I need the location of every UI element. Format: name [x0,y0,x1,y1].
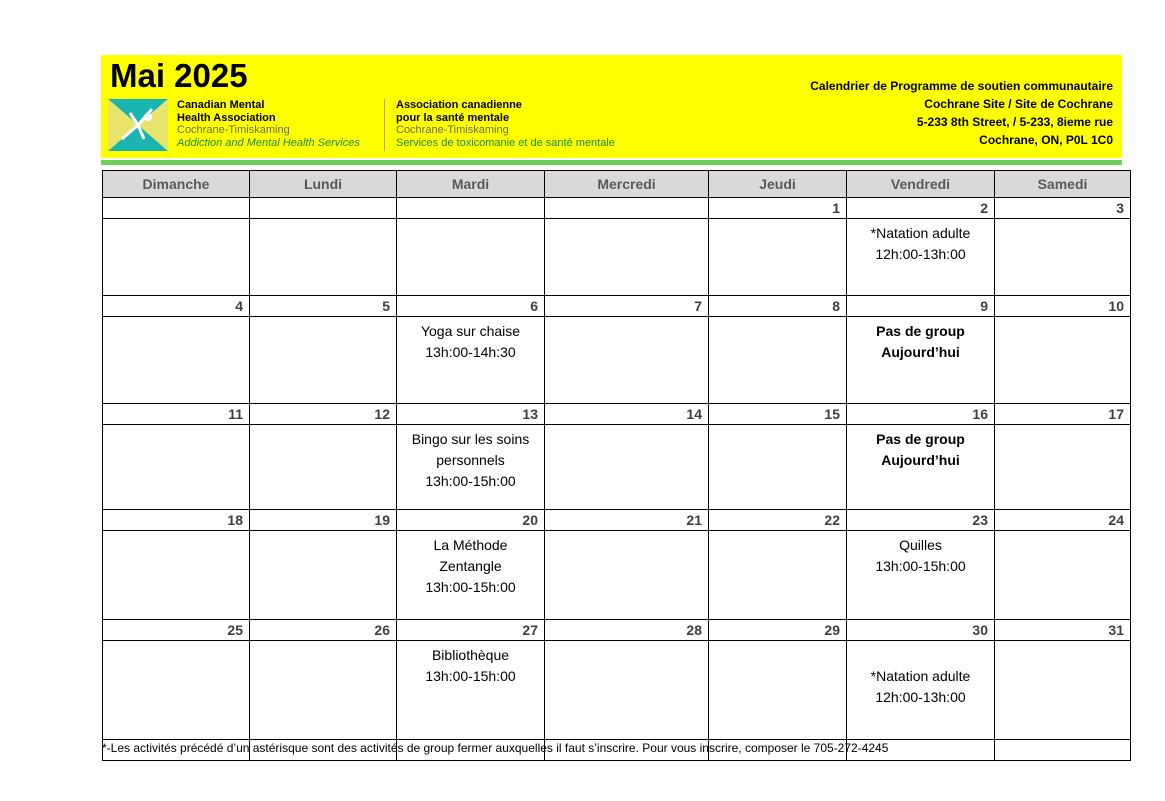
date-number: 9 [847,296,995,317]
event-cell [397,425,545,510]
date-number: 21 [545,510,709,531]
event-cell [103,531,250,620]
date-number: 27 [397,620,545,641]
event-cell [397,531,545,620]
date-number: 30 [847,620,995,641]
date-number: 31 [995,620,1131,641]
event-text: *Natation adulte 12h:00-13h:00 [870,668,971,705]
date-number: 2 [847,198,995,219]
weekday-header-row [103,171,1131,198]
event-cell [250,531,397,620]
footnote: *-Les activités précédé d’un astérisque sont des activités de group fermer auxquelles il faut s’inscrire. Pour vous inscrire, composer le 705-272-4245 [102,741,889,755]
calendar-grid [102,170,1131,761]
date-number: 7 [545,296,709,317]
event-cell [103,219,250,296]
date-number: 25 [103,620,250,641]
weekday-header: Mardi [397,171,545,198]
event-cell [397,641,545,740]
event-cell [545,317,709,404]
event-cell [995,531,1131,620]
weekday-header: Vendredi [847,171,995,198]
date-number: 10 [995,296,1131,317]
date-number [397,198,545,219]
date-number: 6 [397,296,545,317]
date-number [545,198,709,219]
date-number: 18 [103,510,250,531]
event-cell [103,425,250,510]
org-divider [384,99,385,151]
date-number: 28 [545,620,709,641]
event-cell [709,219,847,296]
date-number: 16 [847,404,995,425]
event-cell [847,425,995,510]
date-number: 5 [250,296,397,317]
event-row [103,219,1131,296]
event-row [103,531,1131,620]
site-address: Calendrier de Programme de soutien communautaire Cochrane Site / Site de Cochrane 5-233 8th Street, / 5-233, 8ieme rue Cochrane, ON, P0L 1C0 [810,79,1113,147]
date-number-row [103,510,1131,531]
event-cell [709,641,847,740]
date-number: 24 [995,510,1131,531]
date-number-row [103,620,1131,641]
event-cell [847,531,995,620]
date-number [103,198,250,219]
date-number: 3 [995,198,1131,219]
event-cell [397,317,545,404]
event-cell [709,317,847,404]
date-number-row [103,404,1131,425]
event-text: *Natation adulte 12h:00-13h:00 [870,225,971,262]
cmha-logo-icon [108,99,168,156]
event-cell [250,425,397,510]
org-name-english: Canadian Mental Health Association Cochrane-Timiskaming Addiction and Mental Health Services [177,99,360,149]
date-number: 11 [103,404,250,425]
weekday-header: Samedi [995,171,1131,198]
event-text: Pas de group Aujourd’hui [876,431,965,468]
event-cell [995,219,1131,296]
header-divider-bar [101,160,1122,165]
event-cell [995,425,1131,510]
event-cell [545,219,709,296]
date-number-row [103,198,1131,219]
event-text: Pas de group Aujourd’hui [876,323,965,360]
weekday-header: Mercredi [545,171,709,198]
date-number: 8 [709,296,847,317]
event-text: Bibliothèque 13h:00-15h:00 [425,647,516,684]
date-number: 4 [103,296,250,317]
date-number: 26 [250,620,397,641]
weekday-header: Lundi [250,171,397,198]
date-number: 20 [397,510,545,531]
empty-cell [995,740,1131,761]
date-number-row [103,296,1131,317]
date-number: 17 [995,404,1131,425]
event-cell [250,641,397,740]
event-cell [995,317,1131,404]
header-banner [101,55,1122,158]
event-cell [709,531,847,620]
event-cell [545,531,709,620]
event-row [103,425,1131,510]
event-row [103,317,1131,404]
date-number: 22 [709,510,847,531]
date-number: 29 [709,620,847,641]
event-cell [847,641,995,740]
date-number: 13 [397,404,545,425]
event-cell [709,425,847,510]
date-number: 1 [709,198,847,219]
date-number: 23 [847,510,995,531]
event-cell [545,641,709,740]
date-number: 19 [250,510,397,531]
date-number: 12 [250,404,397,425]
weekday-header: Jeudi [709,171,847,198]
event-cell [103,641,250,740]
event-cell [847,317,995,404]
event-cell [250,317,397,404]
event-text: Bingo sur les soins personnels 13h:00-15h:00 [411,431,530,489]
date-number: 14 [545,404,709,425]
event-cell [103,317,250,404]
event-cell [250,219,397,296]
event-text: La Méthode Zentangle 13h:00-15h:00 [425,537,516,595]
weekday-header: Dimanche [103,171,250,198]
event-text: Yoga sur chaise 13h:00-14h:30 [420,323,521,360]
org-name-french: Association canadienne pour la santé mentale Cochrane-Timiskaming Services de toxicomanie et de santé mentale [396,99,615,149]
month-title: Mai 2025 [110,57,248,94]
date-number [250,198,397,219]
event-cell [847,219,995,296]
event-cell [995,641,1131,740]
date-number: 15 [709,404,847,425]
event-cell [397,219,545,296]
event-cell [545,425,709,510]
event-row [103,641,1131,740]
event-text: Quilles 13h:00-15h:00 [875,537,966,574]
